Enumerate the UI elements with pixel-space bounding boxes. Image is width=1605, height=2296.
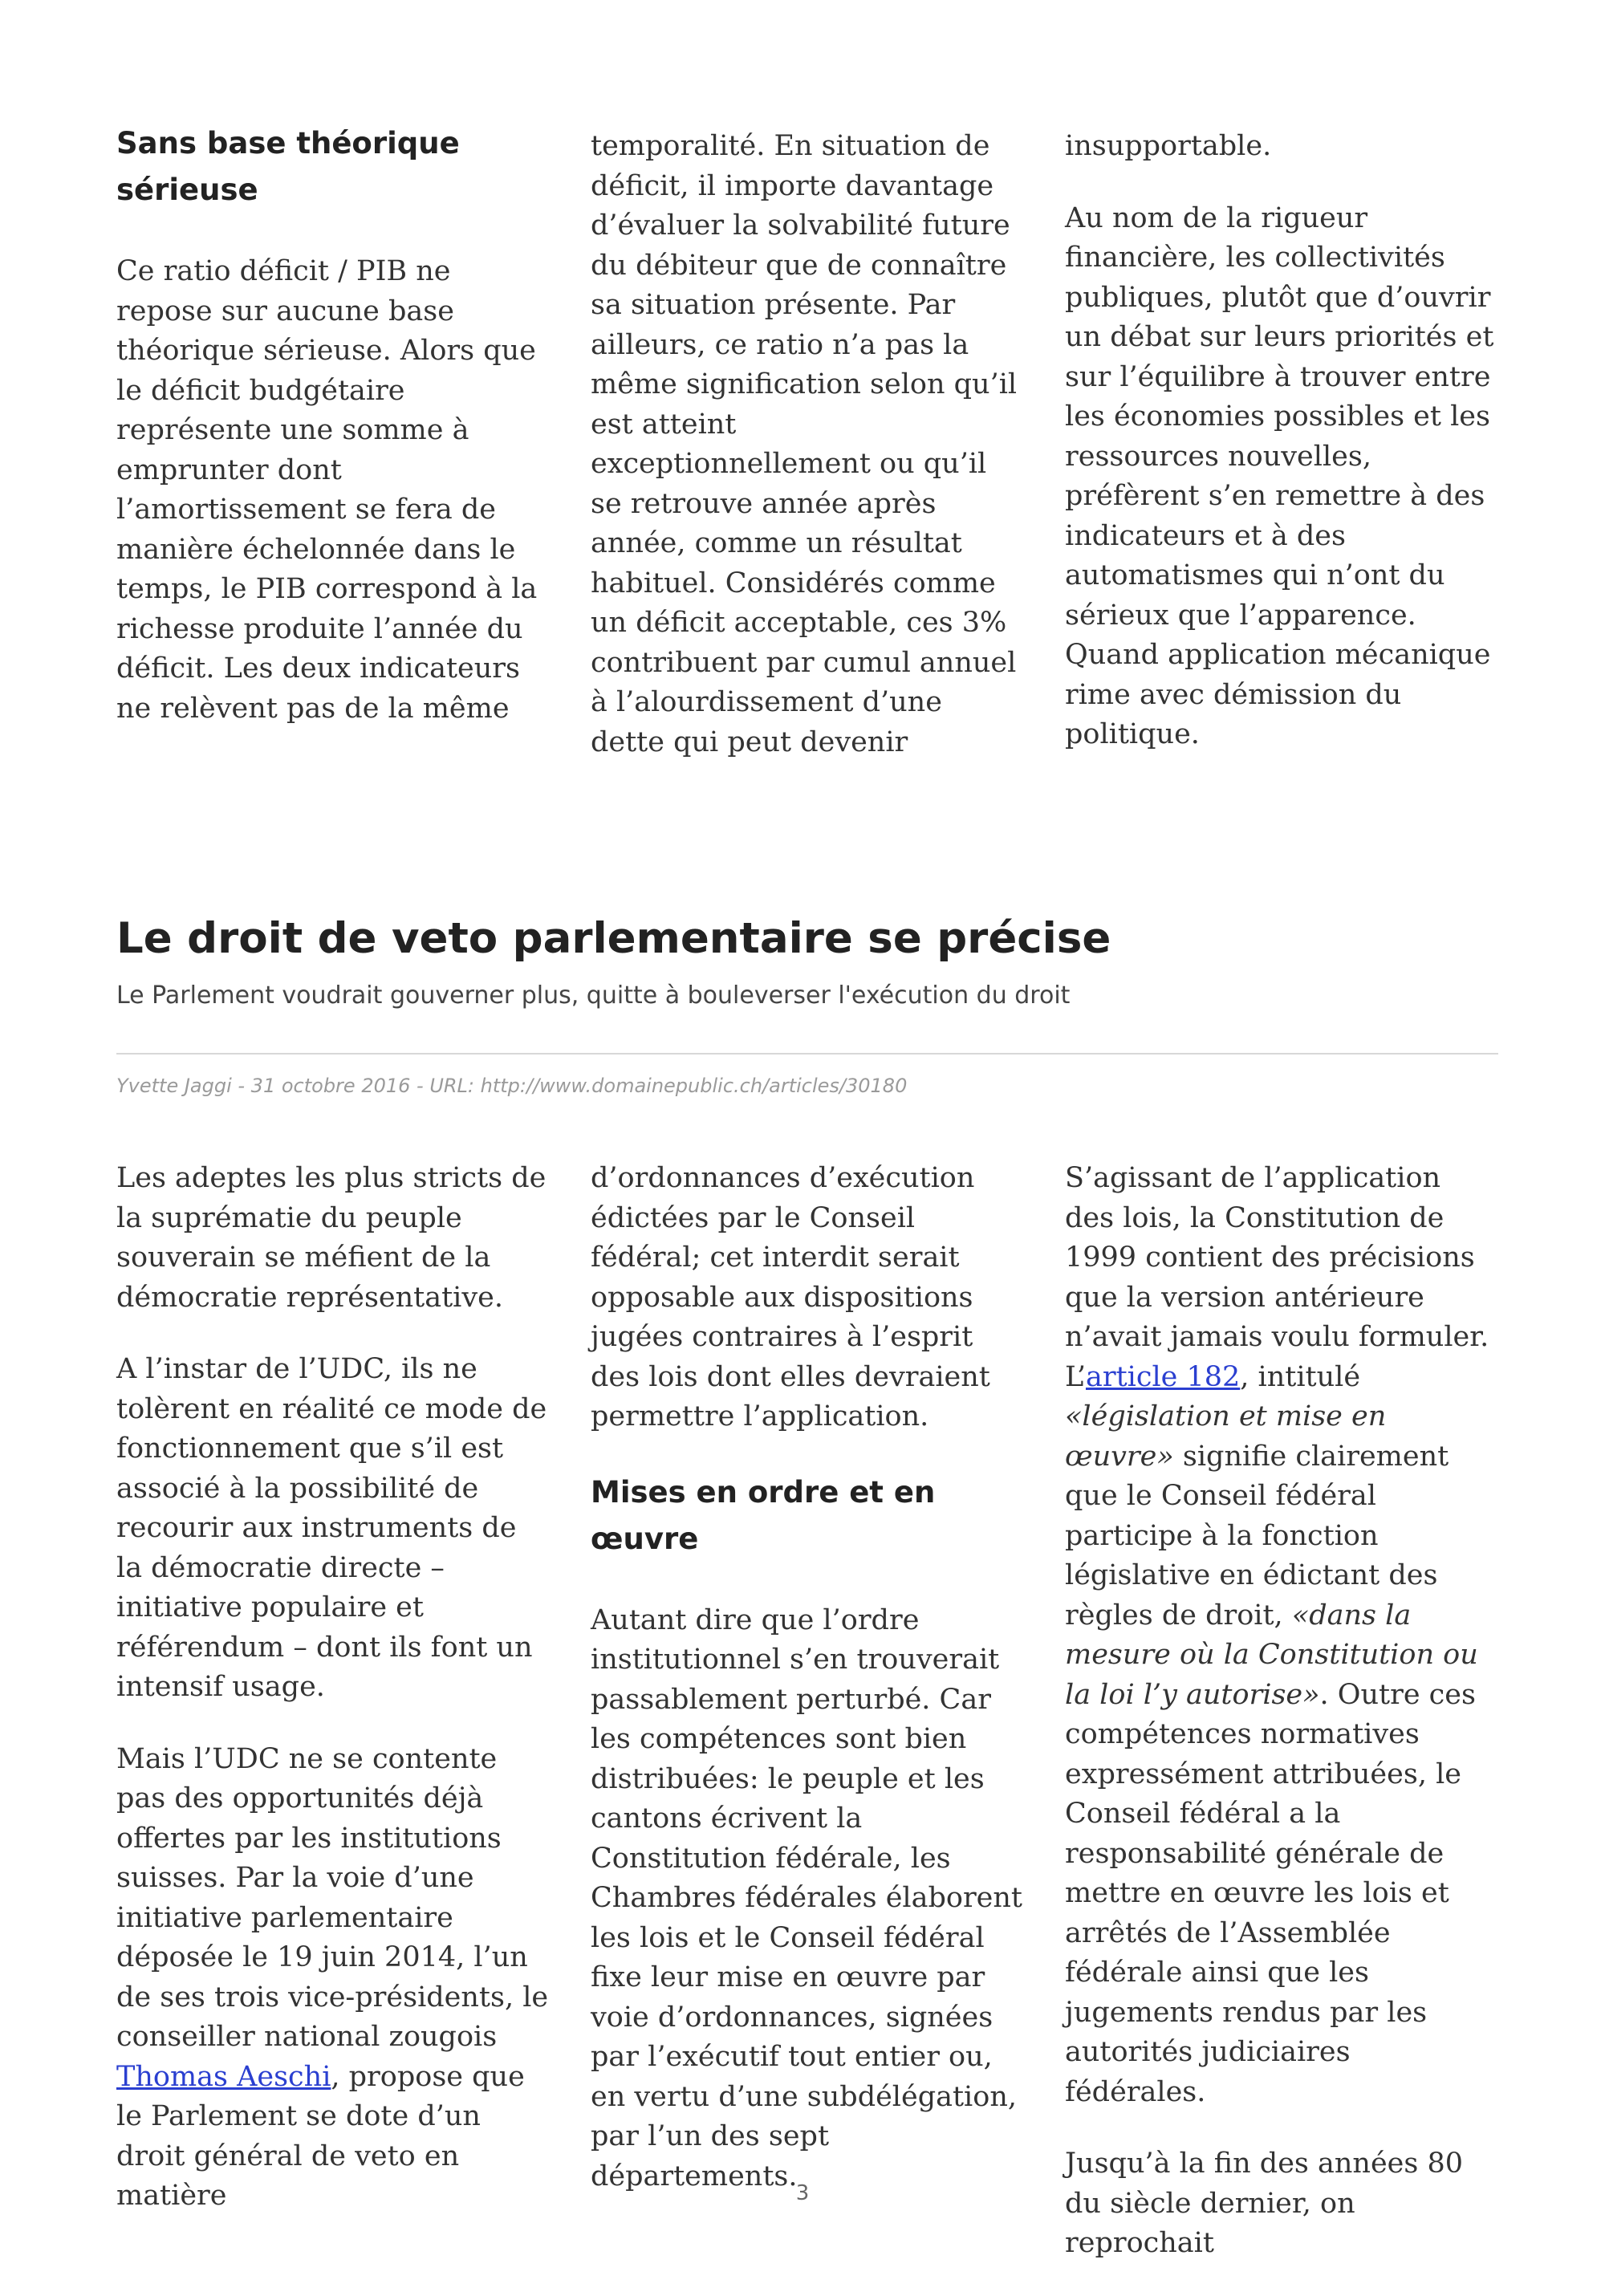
body-paragraph xyxy=(1065,1159,1498,2112)
top-column-2 xyxy=(591,120,1024,794)
body-paragraph: d’ordonnances d’exécution édictées par le Conseil fédéral; cet interdit serait opposable aux dispositions jugées contraires à l’esprit des lois dont elles devraient permettre l’application. xyxy=(591,1162,990,1432)
body-paragraph: Autant dire que l’ordre institutionnel s’en trouverait passablement perturbé. Car les compétences sont bien distribuées: le peuple et les cantons écrivent la Constitution fédérale, les Chambres fédérales élaborent les lois et le Conseil fédéral fixe leur mise en œuvre par voie d’ordonnances, signées par l’exécutif tout entier ou, en vertu d’une subdélégation, par l’un des sept départements. xyxy=(591,1603,1022,2192)
text-run: Mais l’UDC ne se contente pas des opportunités déjà offertes par les institutions suisses. Par la voie d’une initiative parlementaire déposée le 19 juin 2014, l’un de ses trois vice-présidents, le conseiller national zougois xyxy=(116,1742,549,2053)
top-section-columns xyxy=(116,120,1498,794)
body-paragraph: Jusqu’à la fin des années 80 du siècle dernier, on reprochait xyxy=(1065,2148,1463,2259)
article-columns xyxy=(116,1159,1498,2296)
text-run: S’agissant de l’application des lois, la Constitution de 1999 contient des précisions que la version antérieure n’avait jamais voulu formuler. L’ xyxy=(1065,1162,1489,1393)
text-run: signifie clairement que le Conseil fédéral participe à la fonction législative en édictant des règles de droit, xyxy=(1065,1440,1449,1632)
text-run: , propose que le Parlement se dote d’un droit général de veto en matière xyxy=(116,2060,525,2212)
quote-italic: «dans la mesure où la Constitution ou la loi l’y autorise» xyxy=(1065,1599,1478,1711)
body-paragraph: temporalité. En situation de déficit, il importe davantage d’évaluer la solvabilité future du débiteur que de connaître sa situation présente. Par ailleurs, ce ratio n’a pas la même signification selon qu’il est atteint exceptionnellement ou qu’il se retrouve année après année, comme un résultat habituel. Considérés comme un déficit acceptable, ces 3% contribuent par cumul annuel à l’alourdissement d’une dette qui peut devenir xyxy=(591,130,1018,758)
body-paragraph: Ce ratio déficit / PIB ne repose sur aucune base théorique sérieuse. Alors que le déficit budgétaire représente une somme à emprunter dont l’amortissement se fera de manière échelonnée dans le temps, le PIB correspond à la richesse produite l’année du déficit. Les deux indicateurs ne relèvent pas de la même xyxy=(116,255,538,725)
thomas-aeschi-link[interactable]: Thomas Aeschi xyxy=(116,2060,331,2093)
article-182-link[interactable]: article 182 xyxy=(1085,1360,1241,1393)
section-heading: Sans base théorique sérieuse xyxy=(116,126,460,207)
article-column-3 xyxy=(1065,1159,1498,2296)
article-column-2 xyxy=(591,1159,1024,2296)
article-subtitle: Le Parlement voudrait gouverner plus, quitte à bouleverser l'exécution du droit xyxy=(116,981,1071,1010)
body-paragraph: insupportable. xyxy=(1065,130,1272,162)
body-paragraph: Les adeptes les plus stricts de la suprématie du peuple souverain se méfient de la démocratie représentative. xyxy=(116,1162,547,1314)
body-paragraph: A l’instar de l’UDC, ils ne tolèrent en réalité ce mode de fonctionnement que s’il est associé à la possibilité de recourir aux instruments de la démocratie directe – initiative populaire et référendum – dont ils font un intensif usage. xyxy=(116,1353,547,1703)
top-column-3 xyxy=(1065,120,1498,794)
article-column-1 xyxy=(116,1159,550,2296)
divider xyxy=(116,1053,1498,1055)
top-column-1 xyxy=(116,120,550,794)
text-run: , intitulé xyxy=(1240,1360,1361,1393)
body-paragraph: Au nom de la rigueur financière, les collectivités publiques, plutôt que d’ouvrir un débat sur leurs priorités et sur l’équilibre à trouver entre les économies possibles et les ressources nouvelles, préfèrent s’en remettre à des indicateurs et à des automatismes qui n’ont du sérieux que l’apparence. Quand application mécanique rime avec démission du politique. xyxy=(1065,201,1494,750)
quote-italic: «législation et mise en œuvre» xyxy=(1065,1400,1387,1473)
body-paragraph xyxy=(116,1740,550,2217)
text-run: . Outre ces compétences normatives expressément attribuées, le Conseil fédéral a la responsabilité générale de mettre en œuvre les lois et arrêtés de l’Assemblée fédérale ainsi que les jugements rendus par les autorités judiciaires fédérales. xyxy=(1065,1678,1476,2108)
page-number: 3 xyxy=(795,2181,810,2205)
article-meta: Yvette Jaggi - 31 octobre 2016 - URL: http://www.domainepublic.ch/articles/30180 xyxy=(116,1075,908,1097)
article-title: Le droit de veto parlementaire se précise xyxy=(116,914,1111,963)
section-heading: Mises en ordre et en œuvre xyxy=(591,1474,936,1556)
